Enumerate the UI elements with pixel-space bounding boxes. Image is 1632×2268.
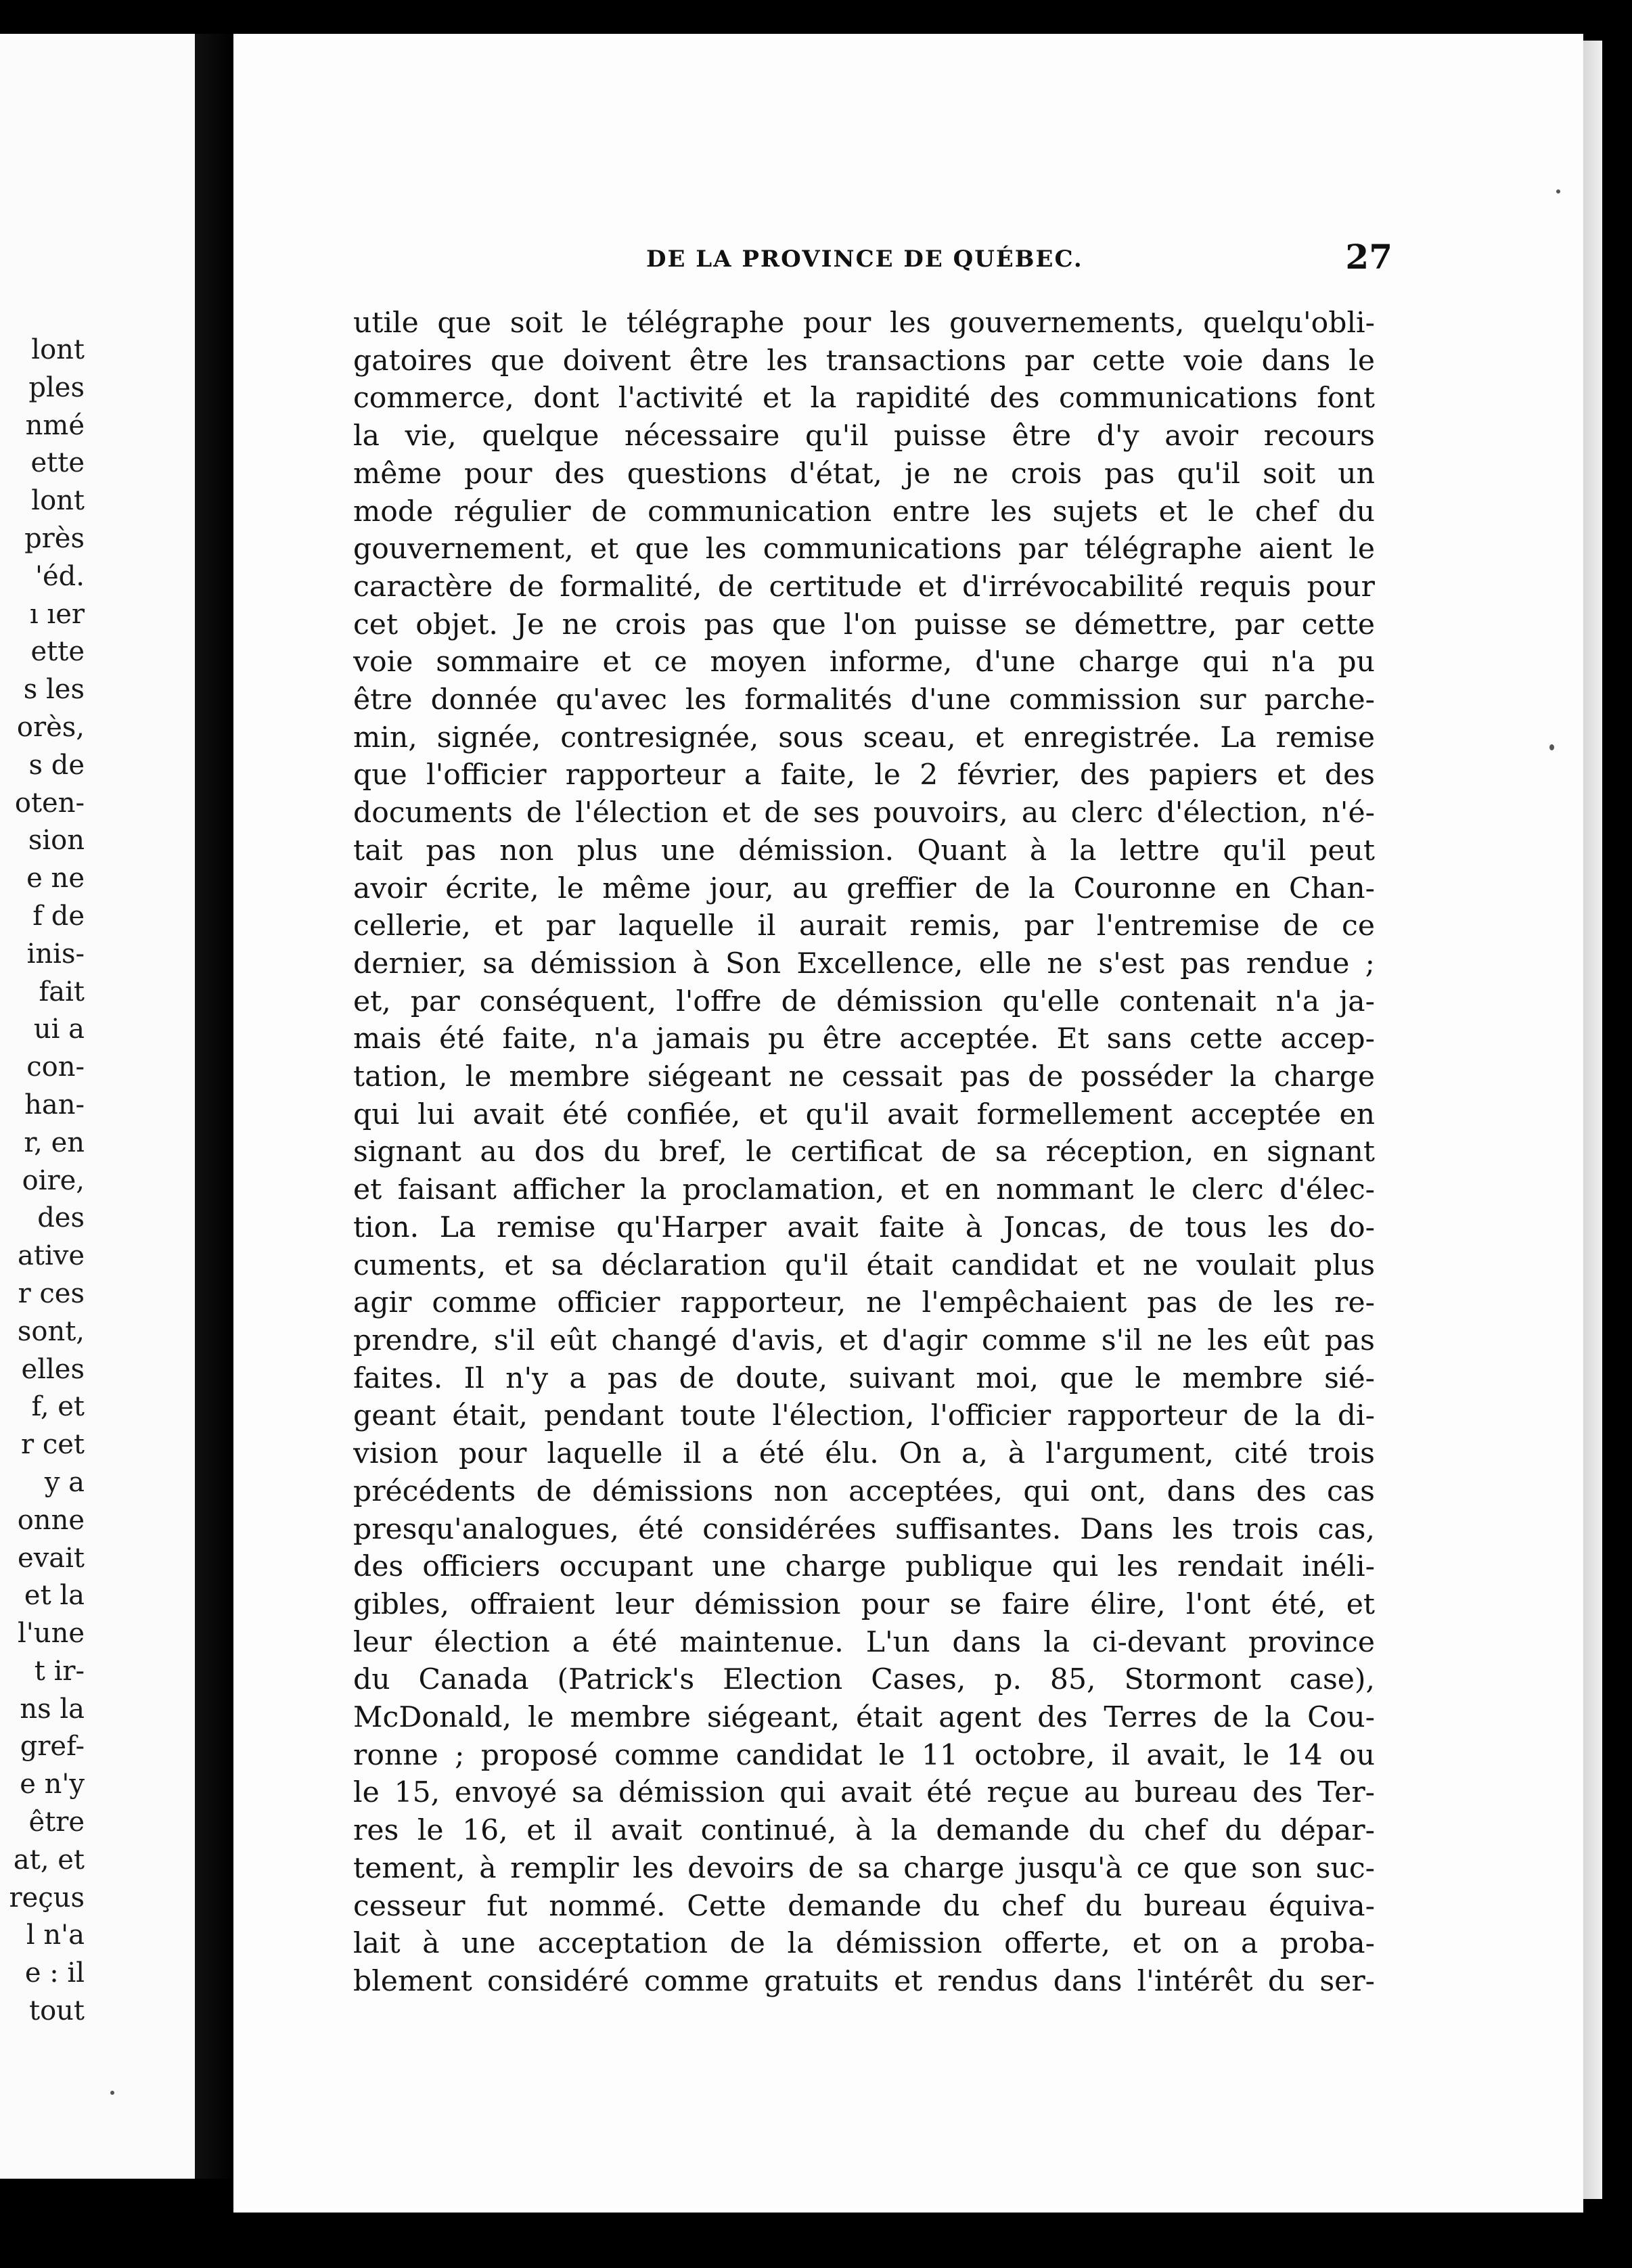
- left-text-fragment: oten-: [14, 787, 85, 819]
- scan-speck: [1549, 744, 1554, 750]
- page-number: 27: [1345, 237, 1392, 277]
- left-text-fragment: fait: [39, 976, 85, 1007]
- left-text-fragment: l n'a: [26, 1920, 85, 1951]
- left-text-fragment: oire,: [22, 1164, 85, 1196]
- text-line: même pour des questions d'état, je ne crois pas qu'il soit un: [353, 457, 1375, 491]
- left-text-fragment: orès,: [16, 711, 85, 743]
- left-text-fragment: des: [37, 1202, 85, 1234]
- text-line: prendre, s'il eût changé d'avis, et d'agir comme s'il ne les eût pas: [353, 1323, 1375, 1357]
- text-line: gouvernement, et que les communications par télégraphe aient le: [353, 532, 1375, 566]
- left-text-fragment: at, et: [13, 1844, 85, 1876]
- left-text-fragment: l'une: [18, 1618, 85, 1650]
- text-line: cesseur fut nommé. Cette demande du chef du bureau équiva-: [353, 1889, 1375, 1923]
- text-line: des officiers occupant une charge publique qui les rendait inéli-: [353, 1550, 1375, 1584]
- text-line: commerce, dont l'activité et la rapidité des communications font: [353, 382, 1375, 415]
- left-text-fragment: ns la: [20, 1693, 85, 1725]
- left-text-fragment: r ces: [18, 1277, 85, 1309]
- text-line: du Canada (Patrick's Election Cases, p. 85, Stormont case),: [353, 1663, 1375, 1697]
- text-line: dernier, sa démission à Son Excellence, elle ne s'est pas rendue ;: [353, 947, 1375, 980]
- text-line: geant était, pendant toute l'élection, l'officier rapporteur de la di-: [353, 1399, 1375, 1433]
- text-line: tation, le membre siégeant ne cessait pas de posséder la charge: [353, 1060, 1375, 1094]
- text-line: voie sommaire et ce moyen informe, d'une charge qui n'a pu: [353, 645, 1375, 679]
- left-text-fragment: lont: [31, 485, 85, 517]
- text-line: faites. Il n'y a pas de doute, suivant moi, que le membre sié-: [353, 1361, 1375, 1395]
- left-text-fragment: onne: [17, 1504, 85, 1536]
- left-page-text-fragments: [0, 332, 85, 2031]
- text-line: que l'officier rapporteur a faite, le 2 février, des papiers et des: [353, 758, 1375, 792]
- text-line: ronne ; proposé comme candidat le 11 octobre, il avait, le 14 ou: [353, 1738, 1375, 1772]
- text-line: presqu'analogues, été considérées suffisantes. Dans les trois cas,: [353, 1512, 1375, 1546]
- left-text-fragment: s de: [28, 749, 85, 781]
- left-text-fragment: e : il: [24, 1957, 85, 1989]
- body-text: [353, 304, 1375, 2001]
- left-text-fragment: han-: [24, 1089, 85, 1120]
- left-text-fragment: ui a: [33, 1014, 85, 1045]
- text-line: tait pas non plus une démission. Quant à la lettre qu'il peut: [353, 834, 1375, 867]
- text-line: caractère de formalité, de certitude et d'irrévocabilité requis pour: [353, 570, 1375, 604]
- text-line: tion. La remise qu'Harper avait faite à Joncas, de tous les do-: [353, 1210, 1375, 1244]
- text-line: cuments, et sa déclaration qu'il était candidat et ne voulait plus: [353, 1248, 1375, 1282]
- scan-speck: [110, 2091, 114, 2095]
- text-line: vision pour laquelle il a été élu. On a, à l'argument, cité trois: [353, 1437, 1375, 1471]
- left-facing-page: [0, 34, 195, 2179]
- text-line: avoir écrite, le même jour, au greffier de la Couronne en Chan-: [353, 871, 1375, 905]
- left-text-fragment: sont,: [17, 1315, 85, 1347]
- text-line: documents de l'élection et de ses pouvoirs, au clerc d'élection, n'é-: [353, 796, 1375, 830]
- left-text-fragment: être: [28, 1807, 85, 1838]
- scan-speck: [1556, 189, 1560, 194]
- running-head: DE LA PROVINCE DE QUÉBEC.: [646, 246, 1083, 273]
- text-line: qui lui avait été confiée, et qu'il avait formellement acceptée en: [353, 1097, 1375, 1131]
- left-text-fragment: et la: [24, 1580, 85, 1612]
- text-line: et faisant afficher la proclamation, et en nommant le clerc d'élec-: [353, 1173, 1375, 1207]
- text-line: gibles, offraient leur démission pour se faire élire, l'ont été, et: [353, 1587, 1375, 1621]
- text-line: cellerie, et par laquelle il aurait remis, par l'entremise de ce: [353, 909, 1375, 943]
- text-line: blement considéré comme gratuits et rendus dans l'intérêt du ser-: [353, 1964, 1375, 1998]
- text-line: le 15, envoyé sa démission qui avait été reçue au bureau des Ter-: [353, 1776, 1375, 1810]
- left-text-fragment: gref-: [20, 1731, 85, 1763]
- text-line: utile que soit le télégraphe pour les gouvernements, quelqu'obli-: [353, 307, 1375, 340]
- left-text-fragment: r, en: [24, 1127, 85, 1158]
- left-text-fragment: elles: [21, 1353, 85, 1385]
- left-text-fragment: ative: [18, 1240, 85, 1272]
- text-line: tement, à remplir les devoirs de sa charge jusqu'à ce que son suc-: [353, 1851, 1375, 1885]
- page-edge: [1583, 41, 1602, 2199]
- left-text-fragment: e ne: [26, 863, 85, 894]
- text-line: leur élection a été maintenue. L'un dans la ci-devant province: [353, 1625, 1375, 1659]
- text-line: min, signée, contresignée, sous sceau, et enregistrée. La remise: [353, 721, 1375, 754]
- left-text-fragment: con-: [26, 1051, 85, 1083]
- page-gutter-shadow: [195, 34, 235, 2179]
- left-text-fragment: r cet: [21, 1429, 85, 1461]
- text-line: lait à une acceptation de la démission offerte, et on a proba-: [353, 1927, 1375, 1961]
- text-line: res le 16, et il avait continué, à la demande du chef du dépar-: [353, 1814, 1375, 1848]
- left-text-fragment: evait: [18, 1542, 85, 1574]
- left-text-fragment: e n'y: [20, 1769, 85, 1800]
- left-text-fragment: lont: [31, 334, 85, 365]
- text-line: cet objet. Je ne crois pas que l'on puisse se démettre, par cette: [353, 608, 1375, 641]
- left-text-fragment: près: [24, 522, 85, 554]
- left-text-fragment: reçus: [9, 1882, 85, 1913]
- left-text-fragment: y a: [44, 1466, 85, 1498]
- left-text-fragment: ette: [30, 636, 85, 668]
- text-line: précédents de démissions non acceptées, qui ont, dans des cas: [353, 1474, 1375, 1508]
- left-text-fragment: t ir-: [34, 1655, 85, 1687]
- left-text-fragment: f, et: [31, 1391, 85, 1423]
- text-line: la vie, quelque nécessaire qu'il puisse être d'y avoir recours: [353, 419, 1375, 453]
- left-text-fragment: nmé: [25, 409, 85, 441]
- text-line: gatoires que doivent être les transactions par cette voie dans le: [353, 344, 1375, 378]
- text-line: signant au dos du bref, le certificat de sa réception, en signant: [353, 1135, 1375, 1169]
- text-line: McDonald, le membre siégeant, était agent des Terres de la Cou-: [353, 1701, 1375, 1735]
- left-text-fragment: sion: [28, 825, 85, 857]
- text-line: mode régulier de communication entre les sujets et le chef du: [353, 495, 1375, 528]
- text-line: et, par conséquent, l'offre de démission qu'elle contenait n'a ja-: [353, 984, 1375, 1018]
- left-text-fragment: s les: [23, 674, 85, 706]
- text-line: agir comme officier rapporteur, ne l'empêchaient pas de les re-: [353, 1286, 1375, 1320]
- left-text-fragment: f de: [32, 900, 85, 932]
- text-line: mais été faite, n'a jamais pu être acceptée. Et sans cette accep-: [353, 1022, 1375, 1056]
- left-text-fragment: ette: [30, 447, 85, 479]
- text-line: être donnée qu'avec les formalités d'une commission sur parche-: [353, 683, 1375, 717]
- left-text-fragment: ples: [28, 371, 85, 403]
- left-text-fragment: tout: [29, 1995, 85, 2027]
- left-text-fragment: inis-: [26, 938, 85, 970]
- left-text-fragment: 'éd.: [35, 560, 85, 592]
- left-text-fragment: ı ıer: [29, 598, 85, 630]
